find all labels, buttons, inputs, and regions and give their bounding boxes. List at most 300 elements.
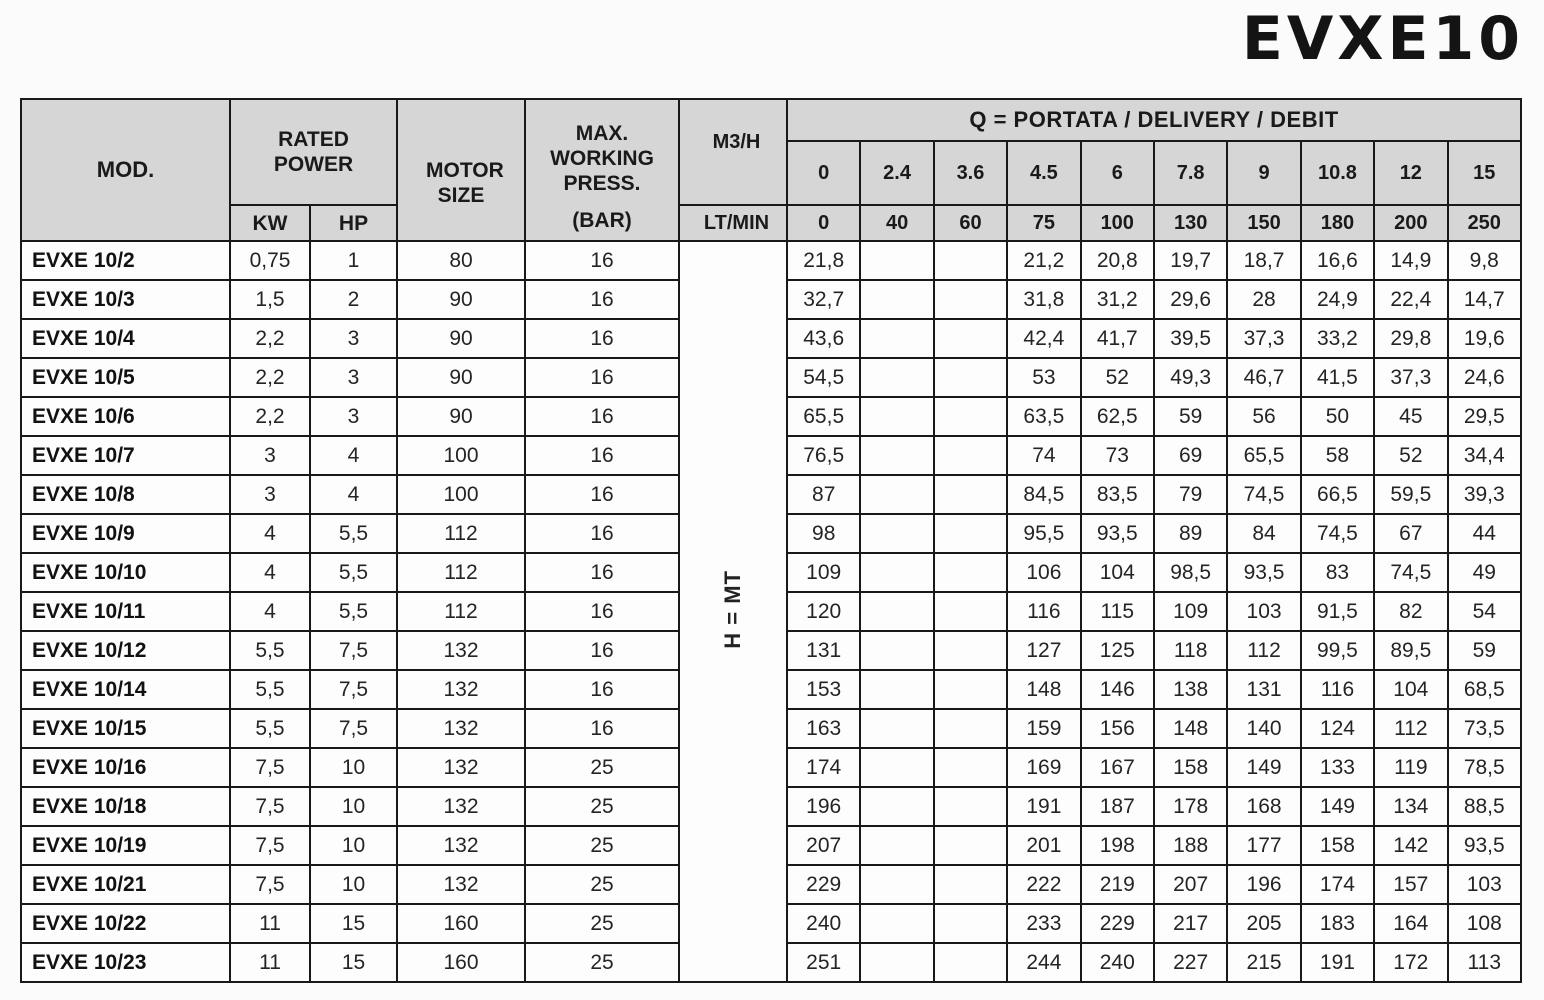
head-value-cell: 74: [1007, 436, 1080, 475]
model-cell: EVXE 10/18: [21, 787, 230, 826]
max-press-cell: 25: [525, 787, 679, 826]
head-value-cell: 153: [787, 670, 860, 709]
head-value-cell: 177: [1227, 826, 1300, 865]
head-value-cell: 52: [1081, 358, 1154, 397]
ltmin-value-cell: 40: [860, 205, 933, 241]
m3h-value-cell: 2.4: [860, 141, 933, 205]
head-value-cell: 149: [1227, 748, 1300, 787]
head-value-cell: 146: [1081, 670, 1154, 709]
rated-power-header: [230, 99, 397, 205]
head-value-cell: 93,5: [1081, 514, 1154, 553]
head-value-cell: 229: [1081, 904, 1154, 943]
head-value-cell: 104: [1081, 553, 1154, 592]
head-value-cell: 112: [1227, 631, 1300, 670]
motor-size-cell: 132: [397, 787, 525, 826]
head-value-cell: [860, 826, 933, 865]
head-value-cell: 99,5: [1301, 631, 1374, 670]
head-value-cell: [934, 280, 1007, 319]
motor-size-cell: 132: [397, 631, 525, 670]
head-value-cell: [860, 787, 933, 826]
motor-size-cell: 90: [397, 319, 525, 358]
kw-cell: 4: [230, 514, 310, 553]
m3h-value-cell: 3.6: [934, 141, 1007, 205]
head-value-cell: 205: [1227, 904, 1300, 943]
m3h-value-cell: 9: [1227, 141, 1300, 205]
max-press-cell: 16: [525, 631, 679, 670]
head-value-cell: 131: [787, 631, 860, 670]
kw-cell: 0,75: [230, 241, 310, 280]
head-value-cell: 207: [1154, 865, 1227, 904]
head-value-cell: 88,5: [1448, 787, 1521, 826]
motor-size-cell: 160: [397, 943, 525, 982]
head-value-cell: [934, 748, 1007, 787]
head-value-cell: 73: [1081, 436, 1154, 475]
model-cell: EVXE 10/15: [21, 709, 230, 748]
head-value-cell: 62,5: [1081, 397, 1154, 436]
head-value-cell: 95,5: [1007, 514, 1080, 553]
head-value-cell: 16,6: [1301, 241, 1374, 280]
head-value-cell: 164: [1374, 904, 1447, 943]
motor-size-cell: 112: [397, 553, 525, 592]
head-value-cell: 21,2: [1007, 241, 1080, 280]
head-value-cell: [934, 865, 1007, 904]
head-value-cell: 142: [1374, 826, 1447, 865]
ltmin-value-cell: 250: [1448, 205, 1521, 241]
model-cell: EVXE 10/11: [21, 592, 230, 631]
head-value-cell: 167: [1081, 748, 1154, 787]
head-value-cell: 196: [1227, 865, 1300, 904]
head-value-cell: [860, 475, 933, 514]
head-value-cell: 183: [1301, 904, 1374, 943]
head-value-cell: 18,7: [1227, 241, 1300, 280]
head-value-cell: 74,5: [1374, 553, 1447, 592]
m3h-value-cell: 0: [787, 141, 860, 205]
head-value-cell: 109: [787, 553, 860, 592]
kw-cell: 5,5: [230, 709, 310, 748]
model-cell: EVXE 10/9: [21, 514, 230, 553]
q-delivery-header: Q = PORTATA / DELIVERY / DEBIT: [787, 99, 1521, 141]
head-value-cell: [860, 358, 933, 397]
head-value-cell: 229: [787, 865, 860, 904]
head-value-cell: 14,7: [1448, 280, 1521, 319]
header-row-1: [21, 99, 1521, 141]
head-value-cell: 59,5: [1374, 475, 1447, 514]
head-value-cell: 240: [1081, 943, 1154, 982]
motor-size-cell: 112: [397, 592, 525, 631]
head-value-cell: 240: [787, 904, 860, 943]
head-value-cell: 159: [1007, 709, 1080, 748]
motor-size-cell: 132: [397, 709, 525, 748]
head-value-cell: [934, 709, 1007, 748]
head-value-cell: [860, 631, 933, 670]
max-press-cell: 25: [525, 904, 679, 943]
head-value-cell: 227: [1154, 943, 1227, 982]
head-value-cell: 207: [787, 826, 860, 865]
hp-cell: 3: [310, 358, 397, 397]
head-value-cell: 201: [1007, 826, 1080, 865]
max-working-press-label: MAX. WORKING PRESS.: [550, 122, 654, 195]
motor-size-cell: 132: [397, 748, 525, 787]
hp-cell: 7,5: [310, 631, 397, 670]
head-value-cell: 65,5: [1227, 436, 1300, 475]
head-value-cell: [860, 592, 933, 631]
head-value-cell: 68,5: [1448, 670, 1521, 709]
head-value-cell: 69: [1154, 436, 1227, 475]
model-cell: EVXE 10/4: [21, 319, 230, 358]
head-value-cell: 188: [1154, 826, 1227, 865]
head-value-cell: [934, 436, 1007, 475]
max-press-cell: 16: [525, 358, 679, 397]
max-press-cell: 16: [525, 436, 679, 475]
head-value-cell: 54,5: [787, 358, 860, 397]
model-cell: EVXE 10/23: [21, 943, 230, 982]
hp-cell: 5,5: [310, 592, 397, 631]
table-header: [21, 99, 1521, 241]
head-value-cell: 73,5: [1448, 709, 1521, 748]
hp-cell: 1: [310, 241, 397, 280]
hp-cell: 10: [310, 826, 397, 865]
head-value-cell: 9,8: [1448, 241, 1521, 280]
m3h-unit-label: M3/H: [679, 99, 787, 205]
motor-size-cell: 132: [397, 865, 525, 904]
head-value-cell: 67: [1374, 514, 1447, 553]
head-value-cell: 125: [1081, 631, 1154, 670]
head-value-cell: [934, 475, 1007, 514]
head-value-cell: 63,5: [1007, 397, 1080, 436]
head-value-cell: 29,8: [1374, 319, 1447, 358]
head-value-cell: 112: [1374, 709, 1447, 748]
kw-cell: 11: [230, 904, 310, 943]
h-mt-label: H = MT: [720, 569, 745, 649]
head-value-cell: [860, 553, 933, 592]
head-value-cell: 127: [1007, 631, 1080, 670]
head-value-cell: 20,8: [1081, 241, 1154, 280]
head-value-cell: 156: [1081, 709, 1154, 748]
head-value-cell: 191: [1007, 787, 1080, 826]
head-value-cell: [934, 631, 1007, 670]
hp-cell: 5,5: [310, 553, 397, 592]
head-value-cell: 174: [1301, 865, 1374, 904]
head-value-cell: 168: [1227, 787, 1300, 826]
ltmin-value-cell: 60: [934, 205, 1007, 241]
m3h-value-cell: 12: [1374, 141, 1447, 205]
hp-cell: 3: [310, 319, 397, 358]
kw-cell: 2,2: [230, 358, 310, 397]
head-value-cell: 44: [1448, 514, 1521, 553]
head-value-cell: 21,8: [787, 241, 860, 280]
model-cell: EVXE 10/14: [21, 670, 230, 709]
head-value-cell: 65,5: [787, 397, 860, 436]
head-value-cell: 33,2: [1301, 319, 1374, 358]
hp-column-header: HP: [310, 205, 397, 241]
hp-cell: 10: [310, 748, 397, 787]
m3h-value-cell: 6: [1081, 141, 1154, 205]
model-cell: EVXE 10/5: [21, 358, 230, 397]
head-value-cell: 103: [1448, 865, 1521, 904]
head-value-cell: 163: [787, 709, 860, 748]
head-value-cell: 82: [1374, 592, 1447, 631]
head-value-cell: 31,8: [1007, 280, 1080, 319]
head-value-cell: 66,5: [1301, 475, 1374, 514]
head-value-cell: 41,5: [1301, 358, 1374, 397]
head-value-cell: 83,5: [1081, 475, 1154, 514]
model-cell: EVXE 10/21: [21, 865, 230, 904]
head-value-cell: 131: [1227, 670, 1300, 709]
head-value-cell: 138: [1154, 670, 1227, 709]
head-value-cell: 119: [1374, 748, 1447, 787]
head-value-cell: [934, 670, 1007, 709]
m3h-value-cell: 10.8: [1301, 141, 1374, 205]
table-body: [21, 241, 1521, 982]
head-value-cell: 24,6: [1448, 358, 1521, 397]
max-press-cell: 16: [525, 475, 679, 514]
head-value-cell: 233: [1007, 904, 1080, 943]
max-press-cell: 25: [525, 943, 679, 982]
pump-spec-table: [20, 98, 1522, 983]
head-value-cell: [934, 904, 1007, 943]
head-value-cell: 116: [1301, 670, 1374, 709]
rated-power-label: RATED POWER: [273, 128, 354, 176]
motor-size-cell: 112: [397, 514, 525, 553]
head-value-cell: 93,5: [1227, 553, 1300, 592]
model-cell: EVXE 10/19: [21, 826, 230, 865]
kw-cell: 7,5: [230, 787, 310, 826]
head-value-cell: 120: [787, 592, 860, 631]
max-working-press-header: [525, 99, 679, 241]
head-value-cell: [934, 397, 1007, 436]
hp-cell: 7,5: [310, 709, 397, 748]
max-press-cell: 16: [525, 709, 679, 748]
head-value-cell: 93,5: [1448, 826, 1521, 865]
head-value-cell: 50: [1301, 397, 1374, 436]
head-value-cell: [934, 787, 1007, 826]
head-value-cell: 74,5: [1227, 475, 1300, 514]
head-value-cell: 98: [787, 514, 860, 553]
hp-cell: 7,5: [310, 670, 397, 709]
head-value-cell: 174: [787, 748, 860, 787]
head-value-cell: [860, 748, 933, 787]
head-value-cell: 34,4: [1448, 436, 1521, 475]
motor-size-label: MOTOR SIZE: [426, 159, 504, 207]
head-value-cell: [934, 553, 1007, 592]
ltmin-value-cell: 130: [1154, 205, 1227, 241]
kw-cell: 5,5: [230, 631, 310, 670]
model-cell: EVXE 10/16: [21, 748, 230, 787]
kw-cell: 2,2: [230, 397, 310, 436]
head-value-cell: 79: [1154, 475, 1227, 514]
motor-size-cell: 100: [397, 475, 525, 514]
hp-cell: 15: [310, 943, 397, 982]
max-press-cell: 25: [525, 826, 679, 865]
kw-cell: 7,5: [230, 748, 310, 787]
head-value-cell: 83: [1301, 553, 1374, 592]
head-value-cell: 53: [1007, 358, 1080, 397]
hp-cell: 3: [310, 397, 397, 436]
mod-column-header: MOD.: [21, 99, 230, 241]
kw-cell: 3: [230, 436, 310, 475]
model-cell: EVXE 10/3: [21, 280, 230, 319]
h-mt-cell: [679, 241, 787, 982]
kw-column-header: KW: [230, 205, 310, 241]
head-value-cell: 98,5: [1154, 553, 1227, 592]
max-press-cell: 16: [525, 397, 679, 436]
head-value-cell: 215: [1227, 943, 1300, 982]
ltmin-value-cell: 75: [1007, 205, 1080, 241]
head-value-cell: 134: [1374, 787, 1447, 826]
head-value-cell: [934, 319, 1007, 358]
head-value-cell: 37,3: [1374, 358, 1447, 397]
head-value-cell: 19,7: [1154, 241, 1227, 280]
ltmin-values-row: [21, 205, 1521, 241]
head-value-cell: 37,3: [1227, 319, 1300, 358]
head-value-cell: [860, 670, 933, 709]
head-value-cell: [934, 241, 1007, 280]
m3h-value-cell: 7.8: [1154, 141, 1227, 205]
head-value-cell: 46,7: [1227, 358, 1300, 397]
m3h-value-cell: 15: [1448, 141, 1521, 205]
head-value-cell: 148: [1007, 670, 1080, 709]
head-value-cell: 149: [1301, 787, 1374, 826]
head-value-cell: 58: [1301, 436, 1374, 475]
kw-cell: 4: [230, 592, 310, 631]
head-value-cell: 115: [1081, 592, 1154, 631]
m3h-value-cell: 4.5: [1007, 141, 1080, 205]
head-value-cell: 19,6: [1448, 319, 1521, 358]
motor-size-cell: 80: [397, 241, 525, 280]
motor-size-cell: 90: [397, 397, 525, 436]
motor-size-cell: 132: [397, 670, 525, 709]
head-value-cell: [934, 514, 1007, 553]
kw-cell: 3: [230, 475, 310, 514]
hp-cell: 2: [310, 280, 397, 319]
head-value-cell: 148: [1154, 709, 1227, 748]
head-value-cell: 219: [1081, 865, 1154, 904]
head-value-cell: 49: [1448, 553, 1521, 592]
head-value-cell: [860, 904, 933, 943]
max-press-cell: 16: [525, 592, 679, 631]
table-row: [21, 241, 1521, 280]
model-cell: EVXE 10/12: [21, 631, 230, 670]
head-value-cell: [860, 241, 933, 280]
head-value-cell: [860, 865, 933, 904]
max-press-cell: 16: [525, 670, 679, 709]
page-title: EVXE10: [1241, 4, 1524, 74]
head-value-cell: 196: [787, 787, 860, 826]
head-value-cell: 24,9: [1301, 280, 1374, 319]
hp-cell: 10: [310, 787, 397, 826]
ltmin-value-cell: 180: [1301, 205, 1374, 241]
head-value-cell: 244: [1007, 943, 1080, 982]
head-value-cell: 22,4: [1374, 280, 1447, 319]
ltmin-value-cell: 200: [1374, 205, 1447, 241]
head-value-cell: 103: [1227, 592, 1300, 631]
head-value-cell: [860, 319, 933, 358]
head-value-cell: 191: [1301, 943, 1374, 982]
head-value-cell: 84: [1227, 514, 1300, 553]
head-value-cell: [860, 280, 933, 319]
ltmin-value-cell: 100: [1081, 205, 1154, 241]
head-value-cell: [860, 709, 933, 748]
hp-cell: 4: [310, 436, 397, 475]
head-value-cell: 84,5: [1007, 475, 1080, 514]
motor-size-cell: 90: [397, 358, 525, 397]
kw-cell: 2,2: [230, 319, 310, 358]
hp-cell: 10: [310, 865, 397, 904]
kw-cell: 4: [230, 553, 310, 592]
motor-size-cell: 90: [397, 280, 525, 319]
head-value-cell: [860, 943, 933, 982]
head-value-cell: 222: [1007, 865, 1080, 904]
head-value-cell: [934, 826, 1007, 865]
ltmin-value-cell: 0: [787, 205, 860, 241]
head-value-cell: 87: [787, 475, 860, 514]
head-value-cell: 41,7: [1081, 319, 1154, 358]
head-value-cell: [934, 358, 1007, 397]
hp-cell: 4: [310, 475, 397, 514]
model-cell: EVXE 10/7: [21, 436, 230, 475]
max-press-cell: 25: [525, 865, 679, 904]
head-value-cell: 89,5: [1374, 631, 1447, 670]
head-value-cell: 113: [1448, 943, 1521, 982]
model-cell: EVXE 10/10: [21, 553, 230, 592]
head-value-cell: 74,5: [1301, 514, 1374, 553]
kw-cell: 7,5: [230, 865, 310, 904]
max-press-cell: 25: [525, 748, 679, 787]
head-value-cell: 172: [1374, 943, 1447, 982]
head-value-cell: 89: [1154, 514, 1227, 553]
head-value-cell: 29,5: [1448, 397, 1521, 436]
head-value-cell: [860, 436, 933, 475]
head-value-cell: 39,3: [1448, 475, 1521, 514]
motor-size-cell: 160: [397, 904, 525, 943]
model-cell: EVXE 10/6: [21, 397, 230, 436]
head-value-cell: 124: [1301, 709, 1374, 748]
head-value-cell: 29,6: [1154, 280, 1227, 319]
head-value-cell: 118: [1154, 631, 1227, 670]
head-value-cell: 169: [1007, 748, 1080, 787]
head-value-cell: 187: [1081, 787, 1154, 826]
head-value-cell: 78,5: [1448, 748, 1521, 787]
head-value-cell: 32,7: [787, 280, 860, 319]
head-value-cell: 39,5: [1154, 319, 1227, 358]
max-press-cell: 16: [525, 514, 679, 553]
head-value-cell: 42,4: [1007, 319, 1080, 358]
max-press-cell: 16: [525, 241, 679, 280]
model-cell: EVXE 10/2: [21, 241, 230, 280]
head-value-cell: 158: [1154, 748, 1227, 787]
max-press-cell: 16: [525, 553, 679, 592]
head-value-cell: 43,6: [787, 319, 860, 358]
hp-cell: 15: [310, 904, 397, 943]
head-value-cell: [860, 397, 933, 436]
motor-size-cell: 132: [397, 826, 525, 865]
kw-cell: 7,5: [230, 826, 310, 865]
head-value-cell: 104: [1374, 670, 1447, 709]
head-value-cell: 198: [1081, 826, 1154, 865]
motor-size-cell: 100: [397, 436, 525, 475]
motor-size-header: [397, 99, 525, 241]
bar-unit-label: (BAR): [572, 209, 632, 232]
head-value-cell: 54: [1448, 592, 1521, 631]
max-press-cell: 16: [525, 319, 679, 358]
head-value-cell: 49,3: [1154, 358, 1227, 397]
head-value-cell: 56: [1227, 397, 1300, 436]
kw-cell: 11: [230, 943, 310, 982]
head-value-cell: 109: [1154, 592, 1227, 631]
head-value-cell: 133: [1301, 748, 1374, 787]
head-value-cell: [860, 514, 933, 553]
head-value-cell: 52: [1374, 436, 1447, 475]
